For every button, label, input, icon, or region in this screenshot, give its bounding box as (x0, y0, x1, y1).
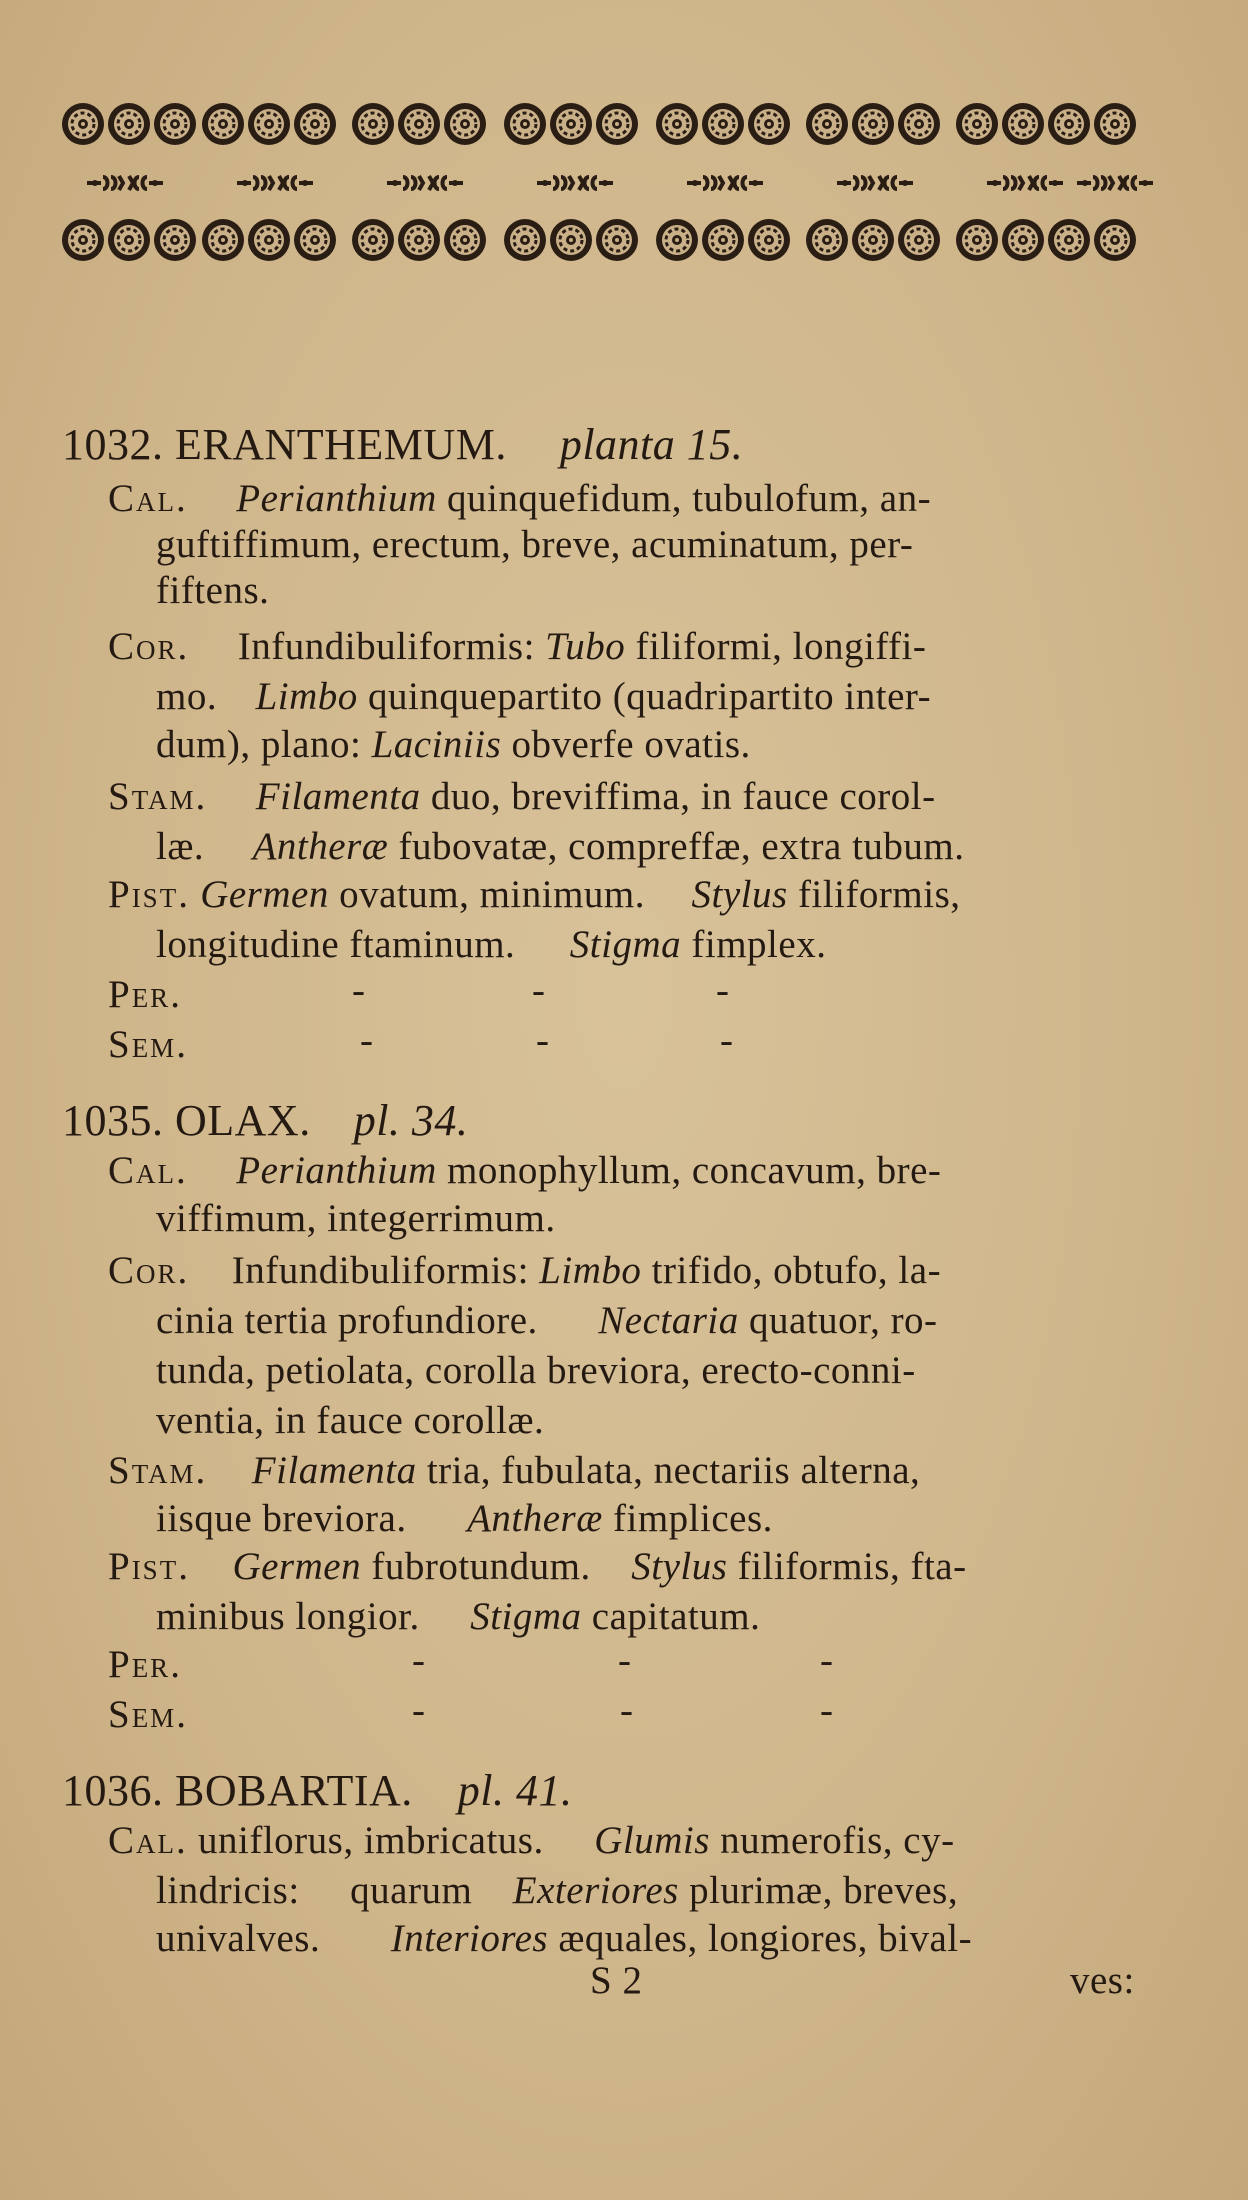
term: Stigma (470, 1595, 582, 1638)
term: Limbo (539, 1249, 642, 1292)
text: plurimæ, breves, (689, 1869, 959, 1912)
text: fubovatæ, compreffæ, extra tubum. (398, 825, 965, 868)
dash: - (352, 969, 365, 1012)
text-line (156, 920, 826, 970)
calyx-label: Cal. (108, 477, 188, 520)
text: quinquefidum, tubulofum, an- (447, 477, 932, 520)
seed-label: Sem. (108, 1693, 188, 1736)
seed-label: Sem. (108, 1023, 188, 1066)
text-line (156, 566, 269, 616)
text: cinia tertia profundiore. (156, 1299, 538, 1342)
calyx-line (108, 1816, 955, 1866)
term: Interiores (390, 1917, 549, 1960)
stamen-line (108, 1446, 920, 1496)
corolla-label: Cor. (108, 625, 190, 668)
text: fimplex. (691, 923, 827, 966)
genus-number: 1032. (62, 420, 164, 469)
corolla-label: Cor. (108, 1249, 190, 1292)
text: Infundibuliformis: (231, 1249, 529, 1292)
text: æquales, longiores, bival- (558, 1917, 973, 1960)
corolla-line (108, 622, 926, 672)
text: fimplices. (613, 1497, 773, 1540)
text: univalves. (156, 1917, 321, 1960)
dash: - (620, 1689, 633, 1732)
dash: - (820, 1689, 833, 1732)
genus-heading-olax (62, 1096, 468, 1146)
genus-name: OLAX. (175, 1096, 311, 1145)
text: tunda, petiolata, corolla breviora, erecto-conni- (156, 1349, 916, 1392)
calyx-line (108, 1146, 941, 1196)
stamen-label: Stam. (108, 1449, 208, 1492)
text: fubrotundum. (371, 1545, 591, 1588)
text: guftiffimum, erectum, breve, acuminatum, per- (156, 523, 914, 566)
dash: - (412, 1689, 425, 1732)
text: Infundibuliformis: (237, 625, 535, 668)
term: Antheræ (467, 1497, 603, 1540)
corolla-line (108, 1246, 941, 1296)
genus-name: BOBARTIA. (175, 1766, 413, 1815)
pericarp-label: Per. (108, 973, 182, 1016)
text: ovatum, minimum. (339, 873, 646, 916)
dash: - (532, 969, 545, 1012)
term: Germen (200, 873, 329, 916)
term: Stigma (569, 923, 682, 966)
term: Stylus (691, 873, 788, 916)
text-line (156, 672, 931, 722)
text-line (156, 720, 751, 770)
text-line (156, 1194, 556, 1244)
text: mo. (156, 675, 218, 718)
text: ventia, in fauce corollæ. (156, 1399, 545, 1442)
text: lindricis: (156, 1869, 300, 1912)
genus-number: 1036. (62, 1766, 164, 1815)
term: Filamenta (251, 1449, 417, 1492)
term: Filamenta (255, 775, 421, 818)
text: uniflorus, imbricatus. (198, 1819, 544, 1862)
plate-reference: pl. 34. (353, 1096, 469, 1145)
text-line (156, 1592, 760, 1642)
calyx-line (108, 474, 931, 524)
term: Perianthium (236, 1149, 437, 1192)
calyx-label: Cal. (108, 1149, 188, 1192)
pistil-line (108, 1542, 967, 1592)
seed-line (108, 1690, 188, 1740)
term: Antheræ (252, 825, 389, 868)
term: Glumis (594, 1819, 710, 1862)
catchword: ves: (1070, 1959, 1135, 2002)
term: Laciniis (371, 723, 502, 766)
calyx-label: Cal. (108, 1819, 188, 1862)
term: Nectaria (598, 1299, 739, 1342)
dash: - (716, 969, 729, 1012)
text: fiftens. (156, 569, 270, 612)
text: capitatum. (591, 1595, 761, 1638)
pistil-label: Pist. (108, 1545, 190, 1588)
term: Tubo (545, 625, 626, 668)
text: læ. (156, 825, 205, 868)
plate-reference: planta 15. (559, 420, 744, 469)
text: monophyllum, concavum, bre- (447, 1149, 942, 1192)
text: dum), plano: (156, 723, 362, 766)
stamen-line (108, 772, 936, 822)
pericarp-line (108, 970, 182, 1020)
genus-number: 1035. (62, 1096, 164, 1145)
text: numerofis, cy- (720, 1819, 955, 1862)
text: filiformis, (797, 873, 961, 916)
text-line (156, 822, 965, 872)
text: trifido, obtufo, la- (651, 1249, 942, 1292)
dash: - (820, 1639, 833, 1682)
term: Perianthium (236, 477, 437, 520)
term: Germen (232, 1545, 362, 1588)
text-line (156, 1346, 916, 1396)
pericarp-line (108, 1640, 182, 1690)
genus-heading-eranthemum (62, 420, 743, 470)
text: quarum (350, 1869, 473, 1912)
text: longitudine ftaminum. (156, 923, 516, 966)
pericarp-label: Per. (108, 1643, 182, 1686)
dash: - (412, 1639, 425, 1682)
text-line (156, 1396, 544, 1446)
pistil-label: Pist. (108, 873, 190, 916)
seed-line (108, 1020, 188, 1070)
text-line (156, 1914, 972, 1964)
text: duo, breviffima, in fauce corol- (430, 775, 936, 818)
dash: - (536, 1019, 549, 1062)
text-line (156, 1866, 958, 1916)
text-line (156, 1296, 938, 1346)
genus-heading-bobartia (62, 1766, 573, 1816)
text-line (156, 520, 913, 570)
stamen-label: Stam. (108, 775, 208, 818)
signature-mark: S 2 (590, 1959, 643, 2002)
text: minibus longior. (156, 1595, 420, 1638)
text: filiformis, fta- (737, 1545, 967, 1588)
pistil-line (108, 870, 961, 920)
text: quinquepartito (quadripartito inter- (368, 675, 932, 718)
genus-name: ERANTHEMUM. (175, 420, 507, 469)
plate-reference: pl. 41. (457, 1766, 573, 1815)
text-line (156, 1494, 773, 1544)
term: Exteriores (512, 1869, 679, 1912)
text: quatuor, ro- (749, 1299, 938, 1342)
text: filiformi, longiffi- (635, 625, 927, 668)
text: obverfe ovatis. (511, 723, 751, 766)
text: tria, fubulata, nectariis alterna, (426, 1449, 921, 1492)
term: Stylus (631, 1545, 728, 1588)
dash: - (618, 1639, 631, 1682)
term: Limbo (255, 675, 358, 718)
dash: - (360, 1019, 373, 1062)
text: iisque breviora. (156, 1497, 407, 1540)
dash: - (720, 1019, 733, 1062)
text: viffimum, integerrimum. (156, 1197, 556, 1240)
